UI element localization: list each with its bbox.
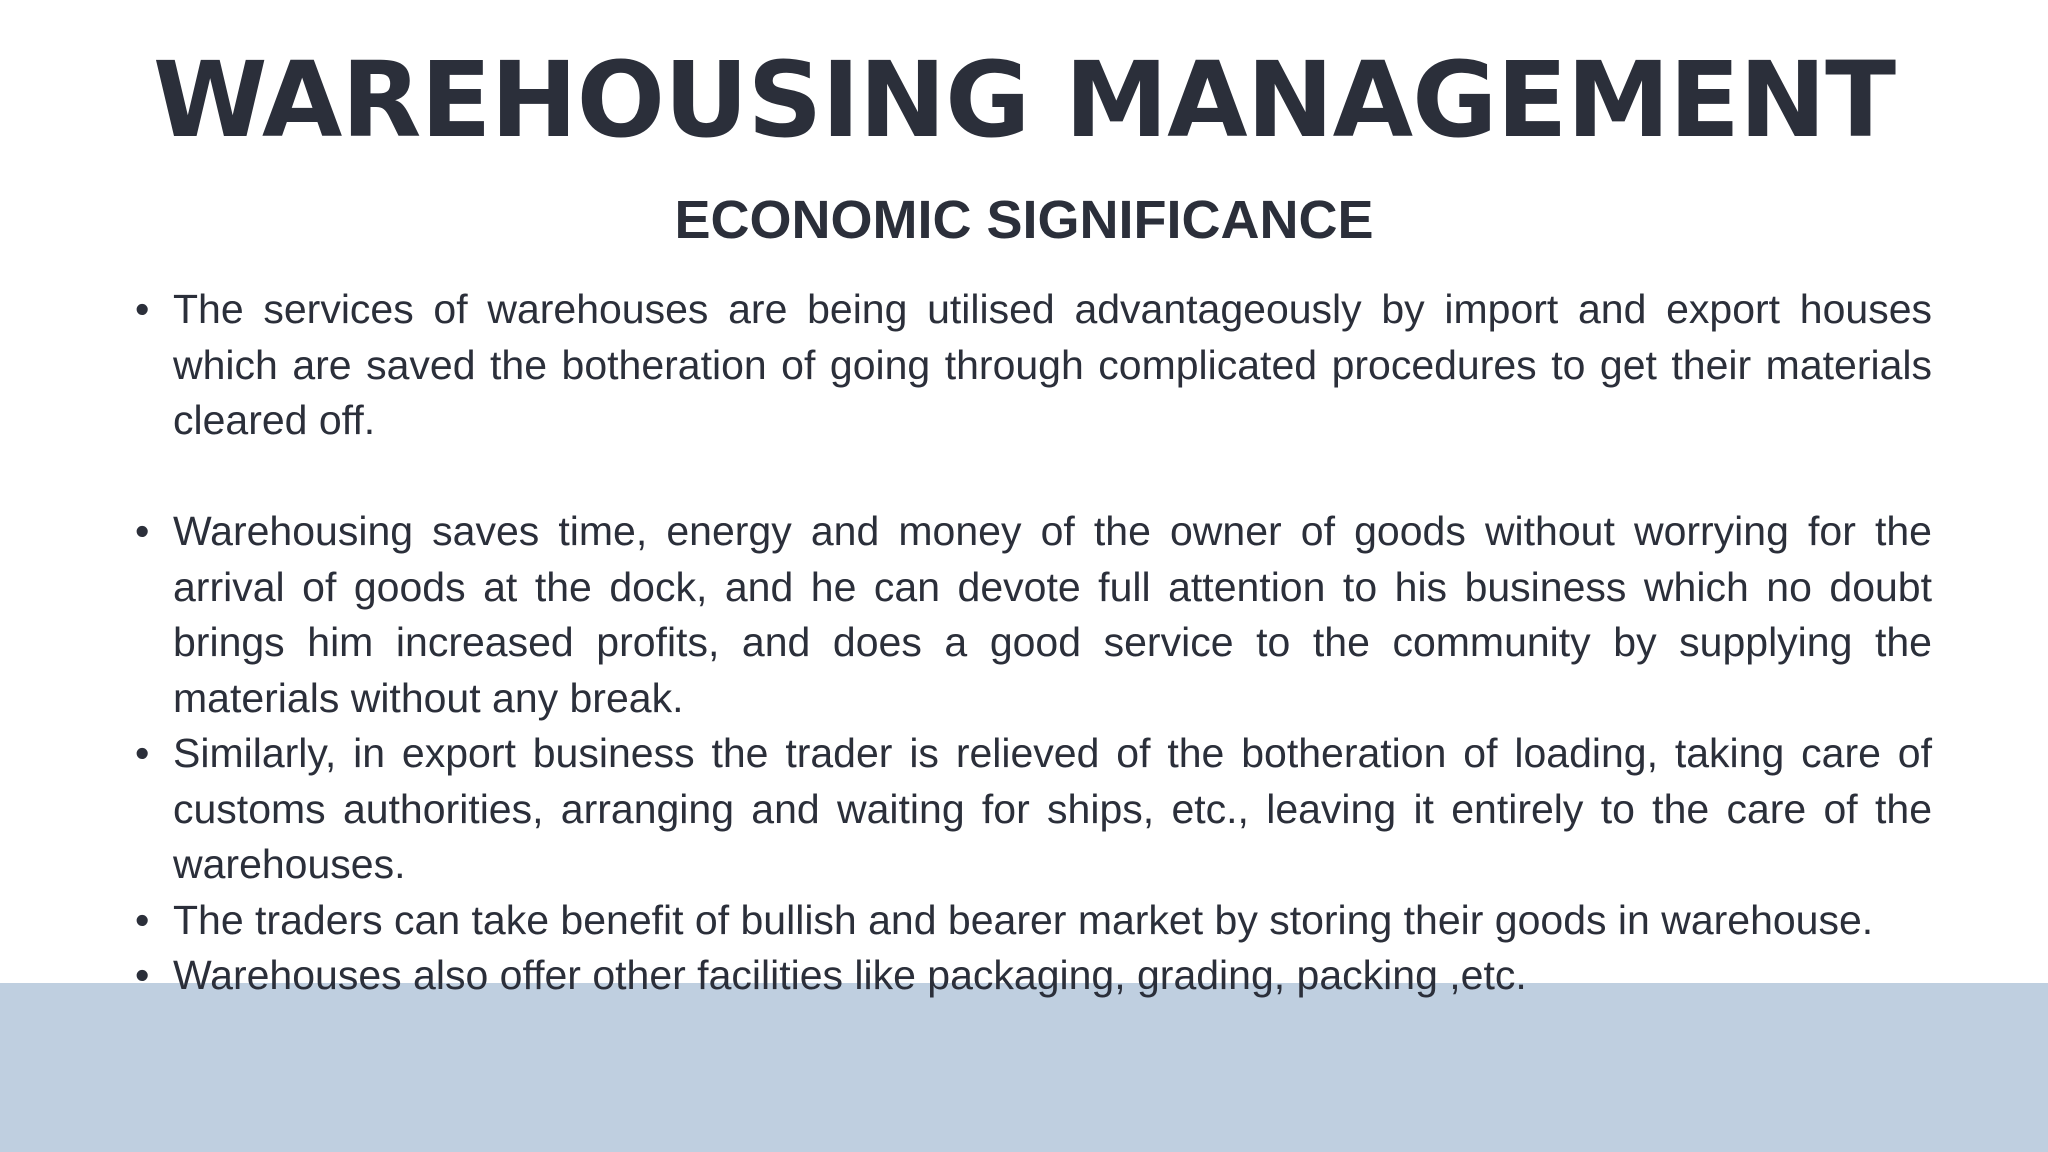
slide-subtitle: ECONOMIC SIGNIFICANCE	[674, 190, 1374, 250]
bullet-list	[135, 282, 1932, 1004]
bullet-text: The traders can take benefit of bullish and bearer market by storing their goods in warehouse.	[173, 896, 1874, 943]
bullet-dot-icon: •	[135, 896, 150, 943]
bullet-text: The services of warehouses are being utilised advantageously by import and export houses which are saved the botheration of going through complicated procedures to get their materials cleared off.	[173, 286, 1932, 443]
slide-title: WAREHOUSING MANAGEMENT	[152, 39, 1896, 161]
bullet-dot-icon: •	[135, 286, 150, 332]
bullet-item	[135, 726, 1932, 893]
bullet-text: Similarly, in export business the trader is relieved of the botheration of loading, taking care of customs authorities, arranging and waiting for ships, etc., leaving it entirely to the care of the warehouses.	[173, 730, 1932, 887]
bullet-dot-icon: •	[135, 508, 150, 554]
bullet-item	[135, 282, 1932, 449]
bottom-band	[0, 983, 2048, 1152]
bullet-text: Warehousing saves time, energy and money of the owner of goods without worrying for the arrival of goods at the dock, and he can devote full attention to his business which no doubt brings him increased profits, and does a good service to the community by supplying the materials without any break.	[173, 508, 1932, 721]
bullet-text: Warehouses also offer other facilities like packaging, grading, packing ,etc.	[173, 952, 1527, 998]
bullet-dot-icon: •	[135, 730, 150, 776]
bullet-item	[135, 504, 1932, 726]
bullet-dot-icon: •	[135, 952, 150, 998]
bullet-item	[135, 948, 1932, 1004]
bullet-item	[135, 893, 1932, 949]
